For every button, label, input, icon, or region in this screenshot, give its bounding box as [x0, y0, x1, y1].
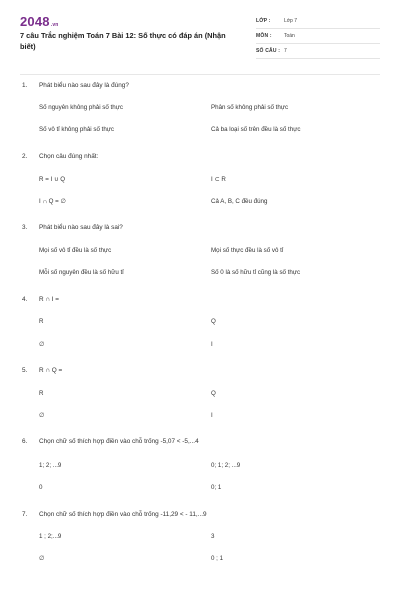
option-a[interactable]: Mọi số vô tỉ đều là số thực	[39, 247, 112, 254]
question-text	[22, 296, 59, 303]
option-c[interactable]: I ∩ Q = ∅	[39, 198, 66, 205]
option-c[interactable]: ∅	[39, 555, 45, 562]
option-c[interactable]: Mỗi số nguyên đều là số hữu tỉ	[39, 269, 124, 276]
option-d[interactable]: Cả ba loại số trên đều là số thực	[211, 126, 301, 133]
meta-value: Toán	[284, 33, 295, 39]
header-divider	[20, 74, 380, 75]
question-prompt: Chọn chữ số thích hợp điền vào chỗ trống -11,29 < - 11,...9	[39, 511, 207, 518]
logo-suffix: .vn	[50, 22, 59, 28]
question-number: 2.	[22, 153, 28, 160]
option-a[interactable]: Số nguyên không phải số thực	[39, 104, 123, 111]
question-prompt: R ∩ I =	[39, 296, 60, 303]
meta-value: 7	[284, 48, 287, 54]
option-a[interactable]: 1 ; 2;...9	[39, 533, 62, 540]
question-number: 4.	[22, 296, 28, 303]
option-c[interactable]: ∅	[39, 341, 45, 348]
option-d[interactable]: Cả A, B, C đều đúng	[211, 198, 268, 205]
meta-label: SỐ CÂU :	[256, 48, 281, 54]
question-text	[22, 367, 62, 374]
question-prompt: R ∩ Q =	[39, 367, 63, 374]
page-title: 7 câu Trắc nghiệm Toán 7 Bài 12: Số thực có đáp án (Nhận biết)	[20, 31, 226, 51]
question-prompt: Chọn câu đúng nhất:	[39, 153, 99, 160]
option-d[interactable]: I	[211, 341, 213, 348]
quiz-meta	[256, 14, 380, 59]
option-d[interactable]: Số 0 là số hữu tỉ cũng là số thực	[211, 269, 301, 276]
meta-label: LỚP :	[256, 18, 271, 24]
question-prompt: Phát biểu nào sau đây là đúng?	[39, 82, 129, 89]
question-number: 7.	[22, 511, 28, 518]
question-prompt: Phát biểu nào sau đây là sai?	[39, 224, 123, 231]
question-number: 1.	[22, 82, 28, 89]
option-c[interactable]: ∅	[39, 412, 45, 419]
meta-row-count	[256, 44, 380, 59]
option-b[interactable]: 0; 1; 2; ...9	[211, 462, 241, 469]
option-b[interactable]: 3	[211, 533, 215, 540]
option-a[interactable]: 1; 2; ...9	[39, 462, 62, 469]
option-b[interactable]: Mọi số thực đều là số vô tỉ	[211, 247, 284, 254]
question-text	[22, 224, 123, 231]
logo-text: 2048	[20, 14, 50, 29]
meta-row-grade	[256, 14, 380, 29]
option-d[interactable]: 0; 1	[211, 484, 222, 491]
question-prompt: Chọn chữ số thích hợp điền vào chỗ trống -5,07 < -5,...4	[39, 438, 199, 445]
option-d[interactable]: 0 ; 1	[211, 555, 224, 562]
page-header	[0, 0, 400, 70]
option-c[interactable]: Số vô tỉ không phải số thực	[39, 126, 114, 133]
meta-row-subject	[256, 29, 380, 44]
option-a[interactable]: R	[39, 390, 44, 397]
option-b[interactable]: Phân số không phải số thực	[211, 104, 289, 111]
question-text	[22, 153, 98, 160]
meta-value: Lớp 7	[284, 18, 298, 24]
meta-label: MÔN :	[256, 33, 272, 39]
option-b[interactable]: Q	[211, 318, 216, 325]
option-d[interactable]: I	[211, 412, 213, 419]
question-text	[22, 438, 199, 445]
question-text	[22, 82, 129, 89]
question-number: 6.	[22, 438, 28, 445]
option-b[interactable]: Q	[211, 390, 216, 397]
option-a[interactable]: R	[39, 318, 44, 325]
site-logo[interactable]	[20, 14, 59, 29]
question-number: 3.	[22, 224, 28, 231]
option-b[interactable]: I ⊂ R	[211, 176, 226, 183]
option-a[interactable]: R = I ∪ Q	[39, 176, 66, 183]
question-text	[22, 511, 207, 518]
question-number: 5.	[22, 367, 28, 374]
option-c[interactable]: 0	[39, 484, 43, 491]
